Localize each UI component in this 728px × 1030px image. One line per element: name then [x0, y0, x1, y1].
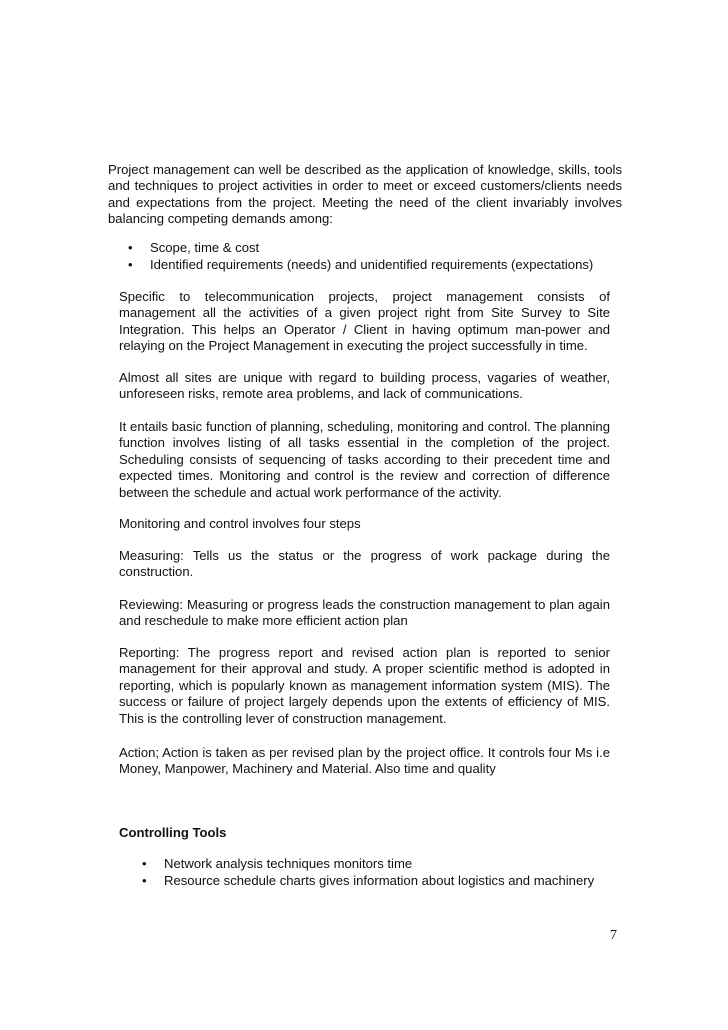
bullet-icon: •: [142, 856, 147, 871]
reviewing-paragraph: Reviewing: Measuring or progress leads the construction management to plan again and reschedule to make more efficient action plan: [119, 597, 610, 629]
list-item-text: Resource schedule charts gives information about logistics and machinery: [164, 873, 595, 888]
intro-paragraph: Project management can well be described as the application of knowledge, skills, tools and techniques to project activities in order to meet or exceed customers/clients needs and expectations from the project. Meeting the need of the client invariably involves balancing competing demands among:: [108, 162, 622, 227]
telecom-paragraph: Specific to telecommunication projects, project management consists of management all the activities of a given project right from Site Survey to Site Integration. This helps an Operator / Client in having optimum man-power and relaying on the Project Management in executing the project successfully in time.: [119, 289, 610, 354]
bullet-icon: •: [128, 240, 133, 255]
list-item-text: Identified requirements (needs) and unidentified requirements (expectations): [150, 257, 594, 272]
action-paragraph: Action; Action is taken as per revised plan by the project office. It controls four Ms i.e Money, Manpower, Machinery and Material. Also time and quality: [119, 745, 610, 777]
list-item-text: Network analysis techniques monitors time: [164, 856, 413, 871]
sites-paragraph: Almost all sites are unique with regard to building process, vagaries of weather, unforeseen risks, remote area problems, and lack of communications.: [119, 370, 610, 402]
four-steps-paragraph: Monitoring and control involves four steps: [119, 516, 361, 531]
bullet-icon: •: [142, 873, 147, 888]
list-item-text: Scope, time & cost: [150, 240, 260, 255]
functions-paragraph: It entails basic function of planning, scheduling, monitoring and control. The planning function involves listing of all tasks essential in the completion of the project. Scheduling consists of sequencing of tasks according to their precedent time and expected times. Monitoring and control is the review and correction of difference between the schedule and actual work performance of the activity.: [119, 419, 610, 500]
measuring-paragraph: Measuring: Tells us the status or the progress of work package during the construction.: [119, 548, 610, 580]
controlling-tools-heading: Controlling Tools: [119, 825, 227, 840]
reporting-paragraph: Reporting: The progress report and revised action plan is reported to senior management for their approval and study. A proper scientific method is adopted in reporting, which is popularly known as management information system (MIS). The success or failure of project largely depends upon the extents of efficiency of MIS. This is the controlling lever of construction management.: [119, 645, 610, 726]
bullet-icon: •: [128, 257, 133, 272]
page-number: 7: [610, 928, 617, 943]
